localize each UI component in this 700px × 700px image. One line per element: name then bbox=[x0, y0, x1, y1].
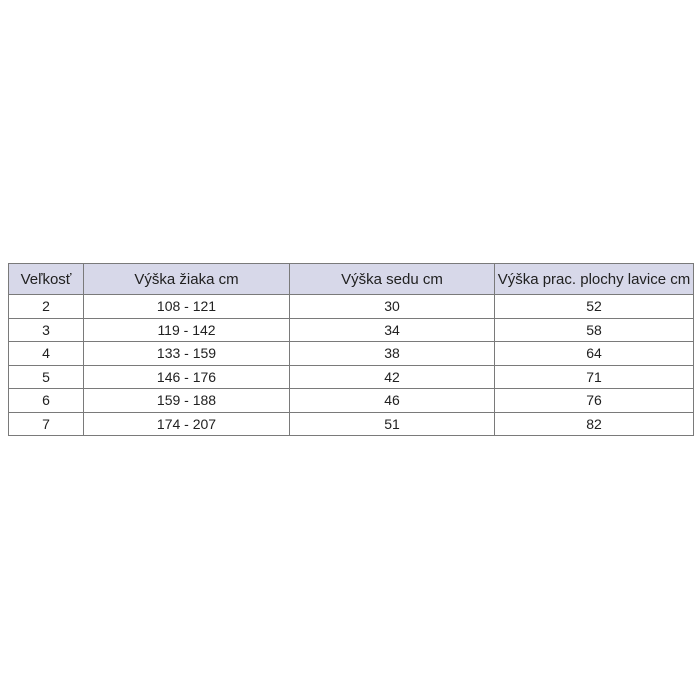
table-row bbox=[9, 389, 694, 413]
table-cell-pupil-height: 119 - 142 bbox=[84, 318, 290, 342]
header-cell-vyska-ziaka: Výška žiaka cm bbox=[84, 264, 290, 295]
table-cell-desk-height: 58 bbox=[495, 318, 694, 342]
table-cell-size: 7 bbox=[9, 412, 84, 436]
size-chart-table bbox=[8, 263, 694, 436]
table-cell-seat-height: 46 bbox=[290, 389, 495, 413]
table-cell-size: 2 bbox=[9, 295, 84, 319]
table-cell-desk-height: 76 bbox=[495, 389, 694, 413]
header-cell-velkost: Veľkosť bbox=[9, 264, 84, 295]
table-cell-size: 3 bbox=[9, 318, 84, 342]
table-cell-desk-height: 71 bbox=[495, 365, 694, 389]
table-cell-pupil-height: 108 - 121 bbox=[84, 295, 290, 319]
table-row bbox=[9, 365, 694, 389]
table-cell-size: 4 bbox=[9, 342, 84, 366]
table-cell-pupil-height: 133 - 159 bbox=[84, 342, 290, 366]
table-row bbox=[9, 318, 694, 342]
table-cell-pupil-height: 174 - 207 bbox=[84, 412, 290, 436]
table-cell-seat-height: 34 bbox=[290, 318, 495, 342]
table-cell-desk-height: 82 bbox=[495, 412, 694, 436]
table-row bbox=[9, 412, 694, 436]
table-cell-size: 5 bbox=[9, 365, 84, 389]
table-cell-seat-height: 42 bbox=[290, 365, 495, 389]
header-cell-vyska-sedu: Výška sedu cm bbox=[290, 264, 495, 295]
table-cell-size: 6 bbox=[9, 389, 84, 413]
table-row bbox=[9, 295, 694, 319]
table-cell-seat-height: 38 bbox=[290, 342, 495, 366]
table-header-row bbox=[9, 264, 694, 295]
header-cell-vyska-prac-plochy: Výška prac. plochy lavice cm bbox=[495, 264, 694, 295]
table-cell-desk-height: 64 bbox=[495, 342, 694, 366]
table-cell-seat-height: 51 bbox=[290, 412, 495, 436]
table-cell-pupil-height: 159 - 188 bbox=[84, 389, 290, 413]
table-cell-seat-height: 30 bbox=[290, 295, 495, 319]
table-cell-pupil-height: 146 - 176 bbox=[84, 365, 290, 389]
table-row bbox=[9, 342, 694, 366]
table-cell-desk-height: 52 bbox=[495, 295, 694, 319]
